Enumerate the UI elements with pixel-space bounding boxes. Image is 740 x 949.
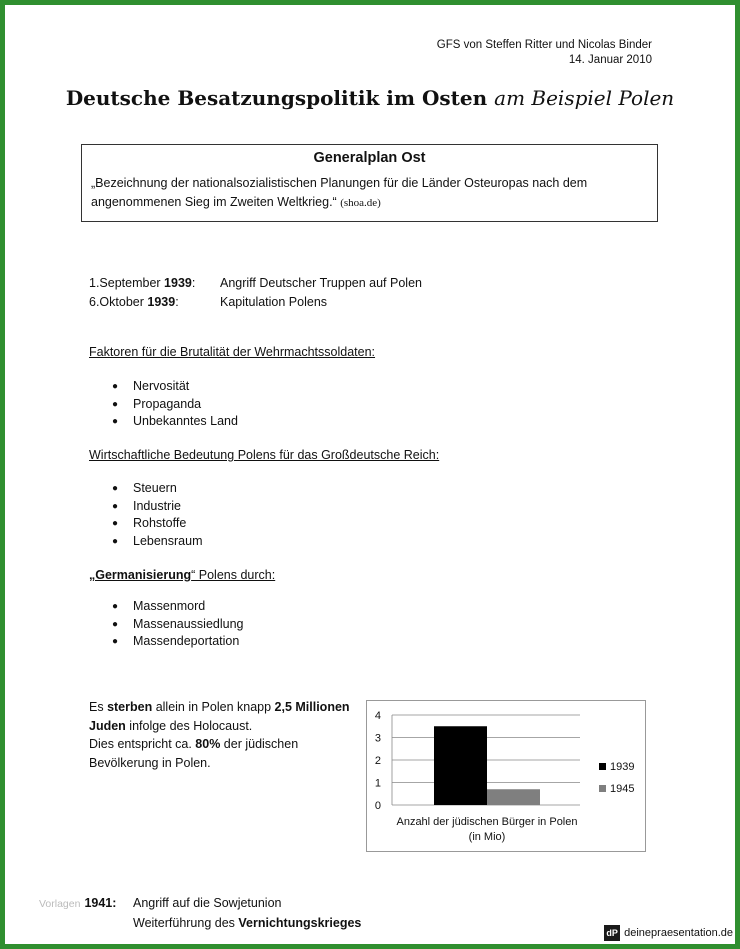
legend-swatch-1939	[599, 763, 606, 770]
watermark-text: Vorlagen	[39, 898, 81, 910]
footer-event	[39, 894, 361, 933]
bar-1945	[487, 789, 540, 805]
author-line: GFS von Steffen Ritter und Nicolas Binder	[436, 39, 652, 51]
section-heading-germanisation: „Germanisierung“ Polens durch:	[89, 568, 276, 582]
legend-label: 1939	[610, 761, 635, 773]
date-line: 14. Januar 2010	[568, 54, 652, 66]
event-date: 6.Oktober 1939:	[89, 295, 179, 309]
event-row	[89, 293, 422, 312]
legend-label: 1945	[610, 783, 635, 795]
list-item: ● Massendeportation	[112, 634, 240, 649]
population-chart	[366, 700, 646, 852]
brand-logo-icon: dP	[604, 925, 620, 941]
list-item: ● Lebensraum	[112, 534, 203, 549]
y-tick-label: 2	[374, 755, 381, 767]
page-title	[0, 86, 740, 110]
title-main: Deutsche Besatzungspolitik im Osten	[65, 86, 488, 110]
list-item: ● Massenaussiedlung	[112, 616, 244, 631]
y-tick-label: 3	[374, 732, 381, 745]
holocaust-statement: Es sterben allein in Polen knapp 2,5 Millionen Juden infolge des Holocaust. Dies entspricht ca. 80% der jüdischen Bevölkerung in Polen.	[89, 700, 350, 770]
bar-1939	[434, 726, 487, 805]
x-axis-label-unit: (in Mio)	[468, 831, 506, 843]
quote-text: „Bezeichnung der nationalsozialistischen Planungen für die Länder Osteuropas nach dem angenommenen Sieg im Zweiten Weltkrieg.“	[91, 176, 588, 209]
section-heading-economy: Wirtschaftliche Bedeutung Polens für das Großdeutsche Reich:	[89, 448, 440, 462]
list-item: ● Rohstoffe	[112, 516, 187, 531]
list-item: ● Massenmord	[112, 599, 206, 613]
event-text: Angriff Deutscher Truppen auf Polen	[220, 276, 422, 290]
germanisation-list	[112, 598, 244, 651]
y-tick-label: 4	[374, 710, 381, 722]
y-tick-label: 0	[374, 800, 381, 812]
box-title: Generalplan Ost	[313, 150, 426, 166]
event-row	[89, 274, 422, 293]
brand-site: deinepraesentation.de	[624, 927, 733, 939]
x-axis-label: Anzahl der jüdischen Bürger in Polen	[396, 816, 578, 828]
box-quote	[91, 174, 657, 213]
chart-canvas	[367, 701, 647, 853]
legend-swatch-1945	[599, 785, 606, 792]
list-item: ● Propaganda	[112, 396, 202, 411]
brand-link[interactable]	[604, 925, 733, 941]
title-italic: am Beispiel Polen	[494, 86, 675, 110]
event-list	[89, 274, 422, 312]
author-block	[437, 38, 652, 68]
y-tick-label: 1	[374, 777, 381, 790]
factors-list	[112, 378, 238, 431]
list-item: ● Nervosität	[112, 379, 190, 393]
footer-line1: Angriff auf die Sowjetunion	[133, 896, 282, 910]
footer-line2: Weiterführung des Vernichtungskrieges	[133, 916, 362, 930]
economy-list	[112, 480, 203, 551]
list-item: ● Industrie	[112, 498, 181, 513]
event-date: 1.September 1939:	[89, 276, 196, 290]
footer-year-cell	[39, 894, 133, 914]
list-item: ● Unbekanntes Land	[112, 414, 238, 429]
section-heading-factors: Faktoren für die Brutalität der Wehrmachtssoldaten:	[89, 345, 376, 359]
list-item: ● Steuern	[112, 481, 177, 495]
definition-box	[81, 144, 658, 222]
footer-year: 1941:	[84, 896, 117, 910]
quote-source: (shoa.de)	[340, 197, 381, 209]
event-text: Kapitulation Polens	[220, 295, 328, 309]
